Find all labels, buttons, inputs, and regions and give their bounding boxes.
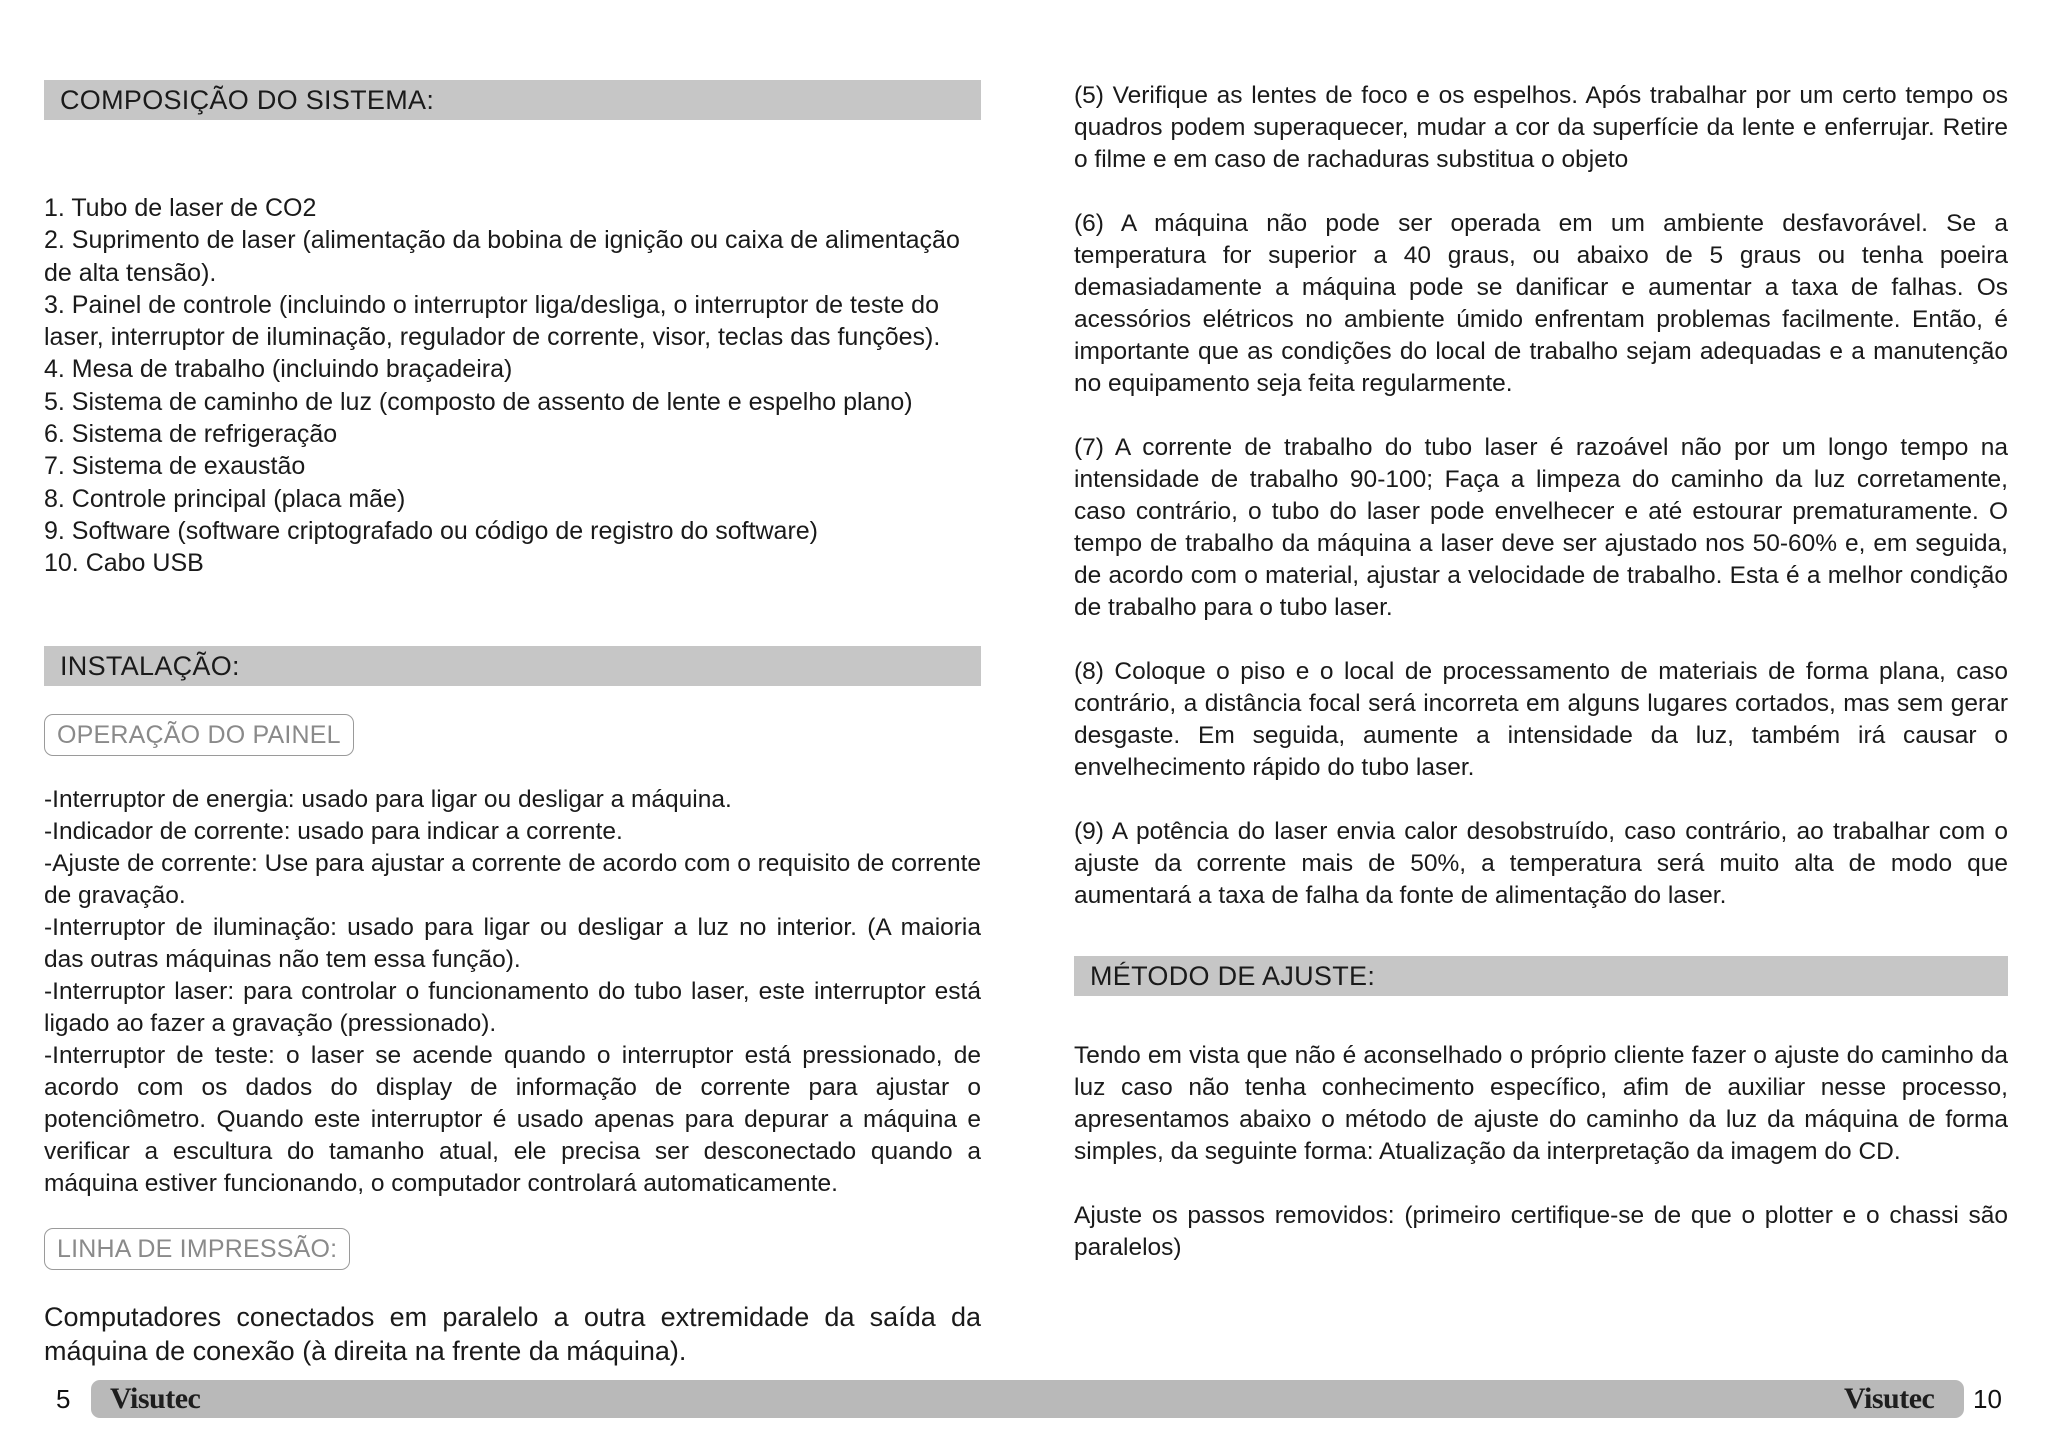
list-item: 9. Software (software criptografado ou código de registro do software) bbox=[44, 516, 819, 545]
footer-bar bbox=[91, 1380, 1964, 1418]
page-number-right: 10 bbox=[1973, 1384, 2002, 1414]
section-header-installation: INSTALAÇÃO: bbox=[44, 646, 981, 686]
list-item: 7. Sistema de exaustão bbox=[44, 452, 306, 481]
list-item: 8. Controle principal (placa mãe) bbox=[44, 484, 406, 513]
subsection-box-print-line: LINHA DE IMPRESSÃO: bbox=[44, 1228, 350, 1270]
section-header-composition: COMPOSIÇÃO DO SISTEMA: bbox=[44, 80, 981, 120]
list-item: 3. Painel de controle (incluindo o interruptor liga/desliga, o interruptor de teste do laser, interruptor de iluminação, regulador de corrente, visor, teclas das funções). bbox=[44, 290, 941, 352]
panel-operation-text: -Interruptor de energia: usado para ligar ou desligar a máquina. -Indicador de corrente: usado para indicar a corrente. -Ajuste de corrente: Use para ajustar a corrente de acordo com o requisito de corrente de gravação. -Interruptor de iluminação: usado para ligar ou desligar a luz no interior. (A maioria das outras máquinas não tem essa função). -Interruptor laser: para controlar o funcionamento do tubo laser, este interruptor está ligado ao fazer a gravação (pressionado). -Interruptor de teste: o laser se acende quando o interruptor está pressionado, de acordo com os dados do display de informação de corrente para ajustar o potenciômetro. Quando este interruptor é usado apenas para depurar a máquina e verificar a escultura do tamanho atual, ele precisa ser desconectado quando a máquina estiver funcionando, o computador controlará automaticamente. bbox=[44, 785, 981, 1197]
brand-logo-right: Visutec bbox=[1844, 1382, 1935, 1415]
list-item: 1. Tubo de laser de CO2 bbox=[44, 194, 317, 222]
right-column bbox=[1074, 80, 2008, 1264]
paragraph-7: (7) A corrente de trabalho do tubo laser é razoável não por um longo tempo na intensidade de trabalho 90-100; Faça a limpeza do caminho da luz corretamente, caso contrário, o tubo do laser pode envelhecer e até estourar prematuramente. O tempo de trabalho da máquina a laser deve ser ajustado nos 50-60% e, em seguida, de acordo com o material, ajustar a velocidade de trabalho. Esta é a melhor condição de trabalho para o tubo laser. bbox=[1074, 434, 2008, 621]
list-item: 10. Cabo USB bbox=[44, 549, 204, 578]
list-item: 2. Suprimento de laser (alimentação da bobina de ignição ou caixa de alimentação de alta tensão). bbox=[44, 226, 960, 287]
paragraph-8: (8) Coloque o piso e o local de processamento de materiais de forma plana, caso contrário, a distância focal será incorreta em alguns lugares cortados, mas sem gerar desgaste. Em seguida, aumente a intensidade da luz, também irá causar o envelhecimento rápido do tubo laser. bbox=[1074, 658, 2008, 781]
section-header-method: MÉTODO DE AJUSTE: bbox=[1074, 956, 2008, 996]
method-steps-text: Ajuste os passos removidos: (primeiro certifique-se de que o plotter e o chassi são paralelos) bbox=[1074, 1202, 2008, 1261]
page-number-left: 5 bbox=[56, 1384, 71, 1414]
list-item: 5. Sistema de caminho de luz (composto de assento de lente e espelho plano) bbox=[44, 387, 913, 416]
subsection-box-panel-operation: OPERAÇÃO DO PAINEL bbox=[44, 714, 354, 756]
list-item: 4. Mesa de trabalho (incluindo braçadeira) bbox=[44, 355, 513, 384]
method-text: Tendo em vista que não é aconselhado o próprio cliente fazer o ajuste do caminho da luz caso não tenha conhecimento específico, afim de auxiliar nesse processo, apresentamos abaixo o método de ajuste do caminho da luz da máquina de forma simples, da seguinte forma: Atualização da interpretação da imagem do CD. bbox=[1074, 1042, 2008, 1165]
paragraph-5: (5) Verifique as lentes de foco e os espelhos. Após trabalhar por um certo tempo os quadros podem superaquecer, mudar a cor da superfície da lente e enferrujar. Retire o filme e em caso de rachaduras substitua o objeto bbox=[1074, 82, 2008, 173]
composition-list bbox=[44, 192, 981, 580]
paragraph-9: (9) A potência do laser envia calor desobstruído, caso contrário, ao trabalhar com o ajuste da corrente mais de 50%, a temperatura será muito alta de modo que aumentará a taxa de falha da fonte de alimentação do laser. bbox=[1074, 818, 2008, 909]
left-column bbox=[44, 80, 981, 1368]
brand-logo-left: Visutec bbox=[110, 1382, 201, 1415]
print-line-text: Computadores conectados em paralelo a outra extremidade da saída da máquina de conexão (à direita na frente da máquina). bbox=[44, 1301, 981, 1366]
paragraph-6: (6) A máquina não pode ser operada em um ambiente desfavorável. Se a temperatura for superior a 40 graus, ou abaixo de 5 graus ou tenha poeira demasiadamente a máquina pode se danificar e aumentar a taxa de falhas. Os acessórios elétricos no ambiente úmido enfrentam problemas facilmente. Então, é importante que as condições do local de trabalho sejam adequadas e a manutenção no equipamento seja feita regularmente. bbox=[1074, 210, 2008, 397]
list-item: 6. Sistema de refrigeração bbox=[44, 420, 338, 449]
